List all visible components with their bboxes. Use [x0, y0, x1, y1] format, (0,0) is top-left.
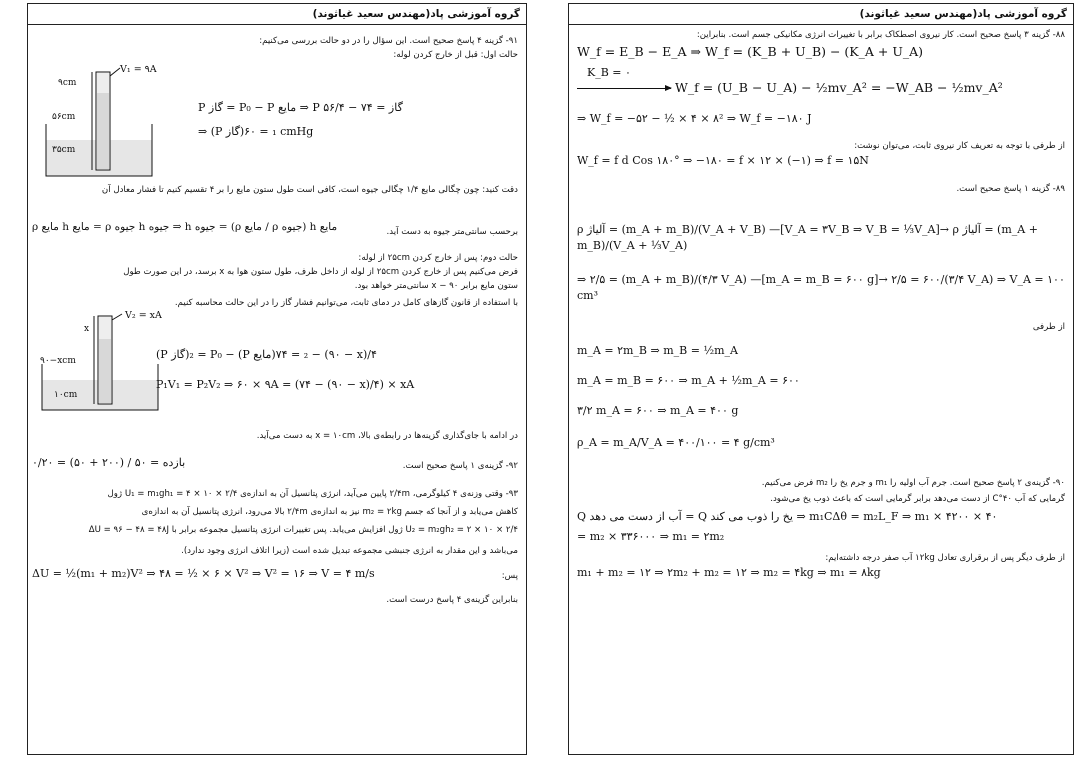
gas-region-2 — [99, 317, 111, 339]
q91-line2: حالت اول: قبل از خارج کردن لوله: — [393, 50, 518, 60]
q88-eq4: W_f = f d Cos ۱۸۰° ⇒ −۱۸۰ = f × ۱۲ × (−۱) ⇒ f = ۱۵N — [577, 154, 869, 167]
q93-line1: ۹۳- وقتی وزنه‌ی ۴ کیلوگرمی، ۲/۴m پایین می‌آید، انرژی پتانسیل آن به اندازه‌ی U₁ = m₁gh₁ = ۴ × ۱۰ × ۲/۴ ژول — [107, 489, 518, 499]
q88-kb-zero: K_B = ۰ — [587, 66, 631, 79]
q89-eq4: m_A = m_B = ۶۰۰ ⇒ m_A + ½m_A = ۶۰۰ — [577, 374, 800, 387]
result-x: در ادامه با جای‌گذاری گزینه‌ها در رابطه‌ی بالا، x = ۱۰cm به دست می‌آید. — [256, 431, 518, 441]
fig1-v1-label: V₁ = ۹A — [120, 64, 157, 75]
q88-line2: از طرفی با توجه به تعریف کار نیروی ثابت، می‌توان نوشت: — [854, 141, 1065, 151]
right-page — [568, 3, 1074, 755]
liquid-column — [97, 93, 109, 169]
q93-line3: U₂ = m₂gh₂ = ۲ × ۱۰ × ۲/۴ ژول افزایش می‌یابد. پس تغییرات انرژی پتانسیل مجموعه برابر با ΔU = ۹۶ − ۴۸ = ۴۸J — [88, 525, 518, 535]
eq1b: ⇒ (P گاز)₁ = ۶۰ cmHg — [198, 125, 314, 138]
q93-pas: پس: — [501, 571, 518, 581]
state2-line3: با استفاده از قانون گازهای کامل در دمای ثابت، می‌توانیم فشار گاز را در این حالت محاسبه کنیم. — [174, 298, 518, 308]
q89-eq5: ۳/۲ m_A = ۶۰۰ ⇒ m_A = ۴۰۰ g — [577, 404, 739, 417]
note-line1: دقت کنید: چون چگالی مایع ۱/۴ چگالی جیوه است، کافی است طول ستون مایع را بر ۴ تقسیم کنیم تا فشار معادل آن — [101, 185, 518, 195]
q90-eq2: = m₂ × ۳۳۶۰۰۰ ⇒ m₁ = ۲m₂ — [577, 530, 725, 543]
q88-line1: ۸۸- گزینه ۳ پاسخ صحیح است. کار نیروی اصطکاک برابر با تغییرات انرژی مکانیکی جسم است. بنابراین: — [696, 30, 1065, 40]
q92-line: ۹۲- گزینه‌ی ۱ پاسخ صحیح است. — [402, 461, 518, 471]
q88-eq2: W_f = (U_B − U_A) − ½mv_A² = −W_AB − ½mv_A² — [675, 80, 1003, 95]
liquid-column-2 — [99, 339, 111, 403]
arrow-kb — [577, 88, 671, 89]
v1-pointer — [110, 68, 120, 76]
eq1a: P گاز = P₀ − P مایع ⇒ P گاز = ۷۴ − ۵۶/۴ — [198, 101, 403, 114]
state2-title: حالت دوم: پس از خارج کردن ۲۵cm از لوله: — [358, 253, 518, 263]
eq2b: P₁V₁ = P₂V₂ ⇒ ۶۰ × ۹A = (۷۴ − (۹۰ − x)/۴) × xA — [156, 378, 415, 391]
q92-efficiency: بازده = ۵۰ / (۲۰۰ + ۵۰) = ۰/۲۰ — [32, 456, 186, 469]
q89-line1: ۸۹- گزینه ۱ پاسخ صحیح است. — [956, 184, 1065, 194]
q90-eq3: m₁ + m₂ = ۱۲ ⇒ ۲m₂ + m₂ = ۱۲ ⇒ m₂ = ۴kg ⇒ m₁ = ۸kg — [577, 566, 881, 579]
q93-line2: کاهش می‌یابد و از آنجا که جسم m₂ = ۲kg نیز به اندازه‌ی ۲/۴m بالا می‌رود، انرژی پتانسیل آن به اندازه‌ی — [141, 507, 518, 517]
fig2-v2-label: V₂ = xA — [125, 310, 162, 321]
eq2a: (P گاز)₂ = P₀ − (P مایع)₂ = ۷۴ − (۹۰ − x)/۴ — [156, 348, 377, 361]
q90-line3: از طرف دیگر پس از برقراری تعادل ۱۲kg آب صفر درجه داشته‌ایم: — [825, 553, 1065, 563]
q90-eq1: Q آب از دست می دهد = Q یخ را ذوب می کند ⇒ m₁CΔθ = m₂L_F ⇒ m₁ × ۴۲۰۰ × ۴۰ — [577, 510, 998, 523]
fig2-x-label: x — [84, 324, 90, 334]
q89-eq3: m_A = ۲m_B ⇒ m_B = ½m_A — [577, 344, 738, 357]
q88-eq1: W_f = E_B − E_A ⇒ W_f = (K_B + U_B) − (K_A + U_A) — [577, 44, 924, 59]
q89-eq6: ρ_A = m_A/V_A = ۴۰۰/۱۰۰ = ۴ g/cm³ — [577, 436, 775, 449]
q93-answer: بنابراین گزینه‌ی ۴ پاسخ درست است. — [386, 595, 518, 605]
left-page — [27, 3, 527, 755]
gas-region — [97, 73, 109, 93]
page-header: گروه آموزشی پاد(مهندس سعید غیاثوند) — [28, 4, 526, 25]
v2-pointer — [112, 314, 122, 320]
state2-line1: فرض می‌کنیم پس از خارج کردن ۲۵cm از لوله از داخل ظرف، طول ستون هوا به x برسد، در این صورت طول — [123, 267, 518, 277]
q90-line1: ۹۰- گزینه‌ی ۲ پاسخ صحیح است. جرم آب اولیه را m₁ و جرم یخ را m₂ فرض می‌کنیم. — [761, 478, 1065, 488]
note-line2: برحسب سانتی‌متر جیوه به دست آید. — [386, 227, 518, 237]
page-header: گروه آموزشی پاد(مهندس سعید غیاثوند) — [569, 4, 1073, 25]
fig1-9cm-label: ۹cm — [58, 78, 77, 88]
q88-eq3: ⇒ W_f = −۵۲ − ½ × ۴ × ۸² ⇒ W_f = −۱۸۰ J — [577, 112, 812, 125]
q93-final-eq: ΔU = ½(m₁ + m₂)V² ⇒ ۴۸ = ½ × ۶ × V² ⇒ V² = ۱۶ ⇒ V = ۴ m/s — [32, 567, 375, 580]
fig1-56cm-label: ۵۶cm — [52, 112, 76, 122]
q89-line2: از طرفی — [1032, 322, 1065, 332]
q91-line1: ۹۱- گزینه ۴ پاسخ صحیح است. این سؤال را در دو حالت بررسی می‌کنیم: — [259, 36, 518, 46]
fig2-10cm-label: ۱۰cm — [54, 390, 78, 400]
q89-eq1: ρ آلیاژ = (m_A + m_B)/(V_A + V_B) —[V_A = ۳V_B ⇒ V_B = ⅓V_A]→ ρ آلیاژ = (m_A + m_B)/(V_A + ⅓V_A) — [577, 223, 1038, 252]
fig1-35cm-label: ۳۵cm — [52, 145, 76, 155]
eq-rho-h: ρ مایع h مایع = ρ جیوه h جیوه ⇒ h جیوه = (ρ مایع / ρ جیوه) h مایع — [32, 221, 338, 233]
q90-line2: گرمایی که آب ۴۰°C از دست می‌دهد برابر گرمایی است که باعث ذوب یخ می‌شود. — [770, 494, 1065, 504]
q89-eq2: ⇒ ۲/۵ = (m_A + m_B)/(۴/۳ V_A) —[m_A = m_B = ۶۰۰ g]→ ۲/۵ = ۶۰۰/(۳/۴ V_A) ⇒ V_A = ۱۰۰ cm³ — [577, 273, 1065, 302]
q93-line4: می‌باشد و این مقدار به انرژی جنبشی مجموعه تبدیل شده است (زیرا اتلاف انرژی وجود ندارد). — [181, 546, 518, 556]
fig2-90x-label: ۹۰−xcm — [40, 356, 76, 366]
state2-line2: ستون مایع برابر x − ۹۰ سانتی‌متر خواهد بود. — [354, 281, 518, 291]
